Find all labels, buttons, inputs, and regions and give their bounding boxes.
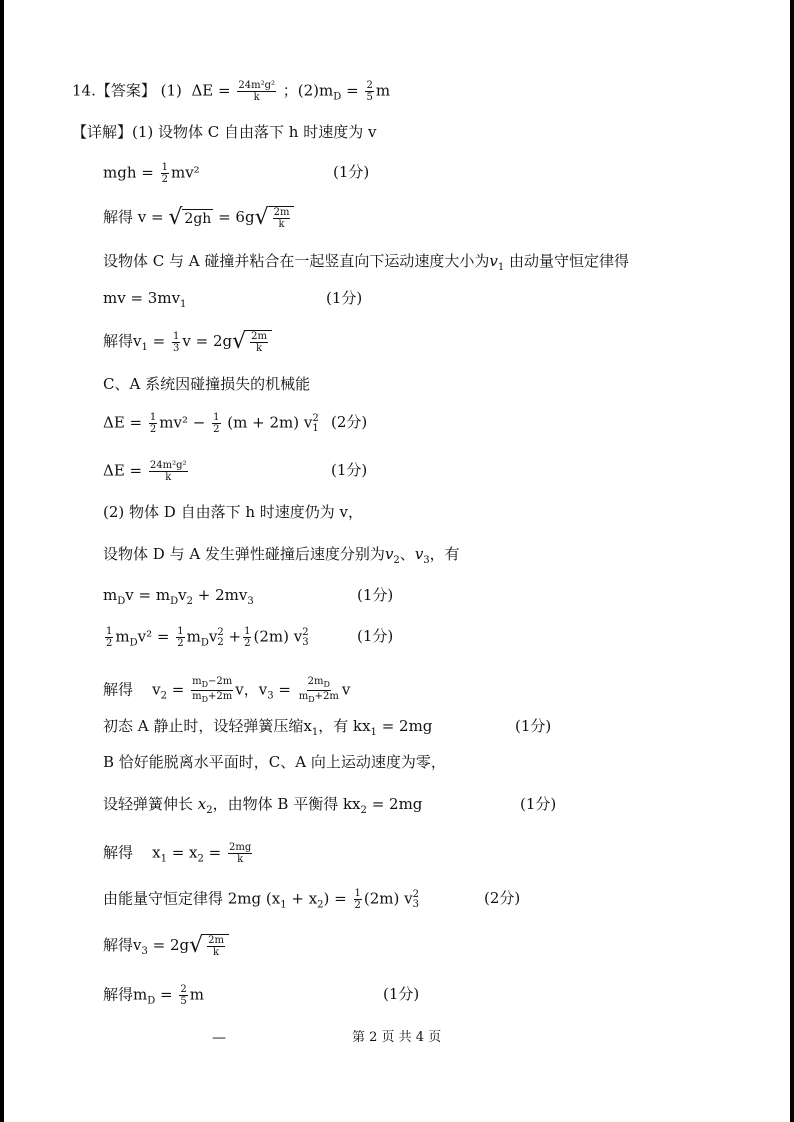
- text: mgh =: [103, 163, 154, 182]
- sub: D: [117, 596, 126, 607]
- frac-num: 2m: [251, 331, 267, 342]
- fraction: [243, 626, 251, 649]
- frac-num: 2mg: [229, 842, 252, 853]
- answer-tag: 【答案】: [95, 81, 156, 100]
- frac-num: [307, 676, 331, 691]
- frac-num: 2: [366, 80, 373, 91]
- radical-icon: √: [168, 205, 183, 230]
- frac-num: 1: [173, 330, 180, 342]
- equals: =: [346, 81, 359, 100]
- text: 由动量守恒定律得: [509, 252, 630, 270]
- score: (1分): [520, 795, 557, 813]
- sub: 3: [302, 636, 309, 648]
- text: v: [341, 680, 351, 699]
- frac-den: k: [237, 854, 244, 865]
- eq-x1x2: [103, 842, 254, 870]
- frac-num: 2m: [273, 207, 290, 218]
- frac-den: k: [278, 219, 285, 230]
- answer1-fraction: [237, 80, 276, 103]
- fraction: [172, 331, 180, 354]
- page-number: 第 2 页 共 4 页: [352, 1030, 442, 1045]
- text: m: [103, 586, 118, 604]
- text: 设物体 C 与 A 碰撞并粘合在一起竖直向下运动速度大小为: [103, 252, 490, 270]
- frac-num: 2: [180, 984, 187, 995]
- sub: 2: [317, 899, 324, 911]
- frac-den: 5: [180, 996, 187, 1007]
- score: (1分): [515, 717, 552, 735]
- frac-num: 1: [161, 162, 168, 173]
- text: =: [208, 843, 222, 862]
- sub: 2: [186, 596, 193, 607]
- text: v: [208, 627, 218, 646]
- question-number: 14.: [72, 81, 96, 100]
- text: 解得: [103, 843, 134, 862]
- frac-num: 2m: [208, 935, 225, 946]
- text: mv²: [170, 163, 200, 182]
- text: v: [384, 545, 394, 563]
- frac-den: 2: [161, 174, 168, 185]
- sub: 1: [370, 727, 377, 738]
- sub: 1: [141, 342, 148, 353]
- text: 解得 v =: [103, 208, 164, 226]
- frac-den: 2: [106, 638, 113, 649]
- sup: 2: [217, 626, 224, 638]
- fraction: [212, 412, 220, 435]
- radicand: [203, 934, 229, 958]
- text: 由能量守恒定律得 2mg (x: [103, 889, 281, 908]
- sub: 1: [311, 727, 319, 738]
- sup: 2: [302, 626, 309, 638]
- frac-den: 5: [366, 92, 373, 103]
- sub: 3: [247, 596, 254, 607]
- text: = 2mg: [381, 717, 433, 735]
- text: 设轻弹簧伸长: [103, 795, 194, 813]
- sup: 2: [312, 412, 319, 424]
- eq-energy-conservation: [103, 888, 419, 916]
- fraction: [250, 331, 268, 354]
- answer1-lhs: ΔE =: [191, 81, 231, 100]
- text: = x: [171, 843, 198, 862]
- sub: D: [201, 680, 208, 689]
- radicand: [269, 206, 295, 230]
- frac-num: 1: [106, 626, 113, 637]
- text: = 6g: [218, 208, 255, 226]
- sub: 1: [180, 299, 187, 310]
- sqrt: [168, 207, 213, 229]
- text: ΔE =: [103, 413, 143, 432]
- detail-intro: 【详解】(1) 设物体 C 自由落下 h 时速度为 v: [72, 123, 377, 141]
- sub: D: [129, 637, 138, 649]
- text: =: [152, 332, 166, 350]
- sub: 2: [160, 690, 167, 702]
- left-border: [0, 0, 4, 1122]
- radicand: 2gh: [184, 210, 212, 227]
- score: (1分): [331, 461, 368, 479]
- part-label: (1): [160, 81, 182, 100]
- frac-den: k: [253, 92, 260, 103]
- text: 解得v: [103, 936, 142, 954]
- text: v: [152, 680, 161, 699]
- score: (2分): [484, 889, 521, 907]
- radical-icon: √: [189, 933, 204, 958]
- text: m: [189, 985, 205, 1004]
- frac-den: 2: [244, 638, 251, 649]
- sqrt: [255, 206, 295, 230]
- fraction: [179, 984, 187, 1007]
- sub: D: [147, 995, 156, 1007]
- score: (2分): [331, 413, 368, 431]
- eq-v: [103, 206, 294, 230]
- text: m: [192, 691, 202, 702]
- text: m: [115, 627, 130, 646]
- sub: D: [170, 596, 179, 607]
- text-line: [103, 544, 460, 571]
- text: = 2g: [152, 936, 190, 954]
- text: v: [489, 252, 498, 270]
- eq-momentum-d: [103, 585, 254, 612]
- answer-line: [72, 80, 390, 108]
- score: (1分): [357, 586, 394, 604]
- frac-den: k: [213, 947, 220, 958]
- frac-den: k: [256, 343, 263, 354]
- text: 解得: [103, 680, 134, 699]
- text: m: [298, 691, 309, 702]
- sub: 1: [497, 262, 505, 273]
- sub: 1: [160, 853, 167, 865]
- sub: 1: [280, 899, 287, 911]
- text: 初态 A 静止时，设轻弹簧压缩x: [103, 717, 312, 735]
- frac-num: [191, 676, 233, 691]
- text: 解得v: [103, 332, 142, 350]
- text: m: [186, 627, 201, 646]
- score: (1分): [383, 985, 420, 1003]
- text: 、: [399, 545, 415, 563]
- text: v: [414, 545, 424, 563]
- radicand: [246, 330, 272, 354]
- score: (1分): [326, 289, 363, 307]
- eq-momentum: [103, 288, 186, 315]
- text: v，v: [235, 680, 268, 699]
- text: ，有 kx: [318, 717, 371, 735]
- eq-mgh: [103, 162, 200, 185]
- text-line: B 恰好能脱离水平面时，C、A 向上运动速度为零，: [103, 753, 446, 771]
- frac-num: 1: [177, 626, 184, 637]
- frac-num: 1: [149, 412, 157, 423]
- text: ，有: [429, 545, 460, 563]
- sub: D: [200, 637, 209, 649]
- frac-den: 2: [213, 424, 220, 435]
- frac-num: 1: [213, 412, 220, 423]
- fraction: [149, 460, 188, 483]
- fraction: [105, 626, 113, 649]
- text: 设物体 D 与 A 发生弹性碰撞后速度分别为: [103, 545, 385, 563]
- text: (2m) v: [253, 627, 303, 646]
- separator: ；(2): [282, 81, 320, 100]
- sub: 2: [197, 853, 204, 865]
- text: v = m: [125, 586, 171, 604]
- frac-den: 2: [354, 900, 361, 911]
- text: v = 2g: [182, 332, 233, 350]
- radical-icon: √: [254, 205, 269, 230]
- eq-mD: [103, 984, 204, 1012]
- sub: D: [333, 91, 342, 103]
- text-line: [103, 794, 422, 821]
- text: mv = 3mv: [103, 289, 181, 307]
- text: (2m) v: [363, 889, 413, 908]
- right-border: [790, 0, 794, 1122]
- text: +: [228, 627, 242, 646]
- sqrt: [189, 934, 229, 958]
- text: + 2mv: [197, 586, 248, 604]
- fraction: [273, 207, 291, 230]
- eq-solve-v2v3: [103, 676, 350, 707]
- sub: 2: [206, 805, 213, 816]
- fraction: [207, 935, 225, 958]
- text: =: [278, 680, 291, 699]
- score: (1分): [357, 627, 394, 645]
- text: v: [178, 586, 187, 604]
- sub: 3: [423, 555, 430, 566]
- sub: 2: [393, 555, 400, 566]
- text: 2m: [307, 676, 324, 687]
- sub: 3: [267, 690, 274, 702]
- text: m: [192, 676, 202, 687]
- text: v² =: [137, 627, 170, 646]
- text: (m + 2m) v: [227, 413, 313, 432]
- eq-deltaE: [103, 412, 319, 435]
- eq-deltaE-result: [103, 460, 190, 483]
- eq-v3: [103, 934, 229, 962]
- fraction: [191, 676, 233, 705]
- fraction: [228, 842, 252, 865]
- text: +2m: [208, 691, 233, 702]
- answer2-fraction: [365, 80, 373, 103]
- text: ΔE =: [103, 461, 143, 480]
- sub: 3: [141, 946, 148, 957]
- frac-num: 24m²g²: [149, 460, 187, 471]
- text: = 2mg: [371, 795, 423, 813]
- sub: 2: [360, 805, 367, 816]
- sup: 2: [412, 888, 419, 900]
- text-line: [103, 251, 629, 278]
- sub: D: [201, 695, 208, 704]
- frac-num: 24m²g²: [238, 80, 275, 91]
- supsub: [413, 890, 419, 910]
- text: x: [197, 795, 207, 813]
- frac-den: 2: [177, 638, 184, 649]
- eq-energy-d: [103, 626, 309, 654]
- fraction: [176, 626, 184, 649]
- text: mv² −: [159, 413, 206, 432]
- text: =: [160, 985, 173, 1004]
- radical-icon: √: [232, 329, 247, 354]
- frac-den: k: [165, 472, 172, 483]
- score: (1分): [333, 163, 370, 181]
- fraction: [161, 162, 169, 185]
- sub: 1: [312, 422, 319, 434]
- sub: D: [308, 695, 315, 704]
- answer2-tail: m: [375, 81, 391, 100]
- supsub: [312, 414, 318, 434]
- frac-den: [298, 691, 340, 705]
- sqrt: [232, 330, 272, 354]
- text: 解得m: [103, 985, 148, 1004]
- supsub: [217, 628, 223, 648]
- text-line: [103, 716, 432, 743]
- text: +2m: [314, 691, 339, 702]
- text: + x: [291, 889, 318, 908]
- text: =: [171, 680, 185, 699]
- text-line: (2) 物体 D 自由落下 h 时速度仍为 v，: [103, 503, 364, 521]
- text-line: C、A 系统因碰撞损失的机械能: [103, 375, 311, 393]
- text: ) =: [323, 889, 347, 908]
- footer-dash: —: [212, 1030, 226, 1046]
- fraction: [354, 888, 362, 911]
- answer2-lhs: m: [319, 81, 334, 100]
- text: ，由物体 B 平衡得 kx: [212, 795, 361, 813]
- frac-den: 3: [173, 342, 180, 354]
- fraction: [149, 412, 157, 435]
- frac-num: 1: [354, 888, 361, 899]
- text: x: [152, 843, 161, 862]
- supsub: [302, 628, 308, 648]
- sub: D: [323, 680, 330, 689]
- frac-num: 1: [244, 626, 251, 637]
- fraction: [298, 676, 340, 705]
- sub: 3: [412, 898, 419, 910]
- sub: 2: [217, 636, 224, 648]
- frac-den: 2: [149, 424, 157, 435]
- eq-v1: [103, 330, 272, 358]
- text: −2m: [208, 676, 233, 687]
- frac-den: [191, 691, 233, 705]
